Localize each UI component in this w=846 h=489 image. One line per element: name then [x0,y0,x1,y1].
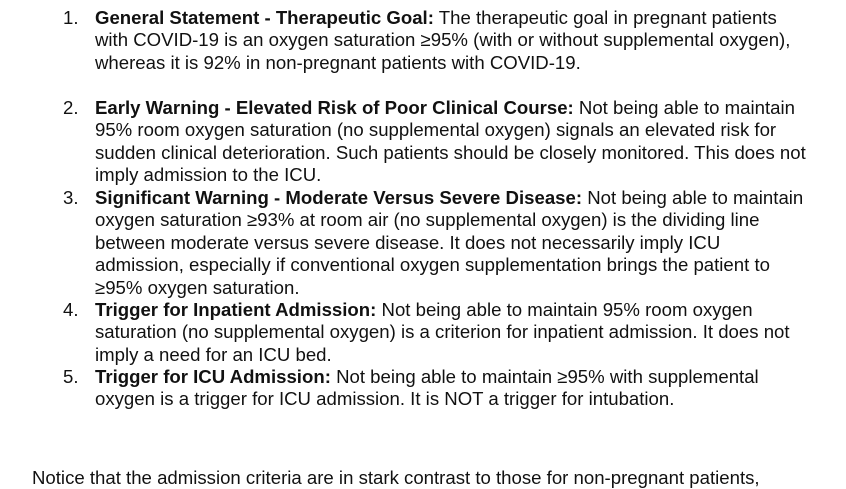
item-number: 2. [63,97,79,118]
item-heading: Trigger for ICU Admission: [95,366,331,387]
item-text: Not being able to maintain oxygen saturation ≥93% at room air (no supplemental oxygen) is the dividing line between moderate versus severe disease. It does not necessarily imply ICU admission, especially if conventional oxygen supplementation brings the patient to ≥95% oxygen saturation. [95,187,804,298]
item-text: Not being able to maintain 95% room oxygen saturation (no supplemental oxygen) is a criterion for inpatient admission. It does not imply a need for an ICU bed. [95,299,790,365]
item-heading: Significant Warning - Moderate Versus Severe Disease: [95,187,583,208]
item-number: 4. [63,299,79,320]
item-text: Not being able to maintain 95% room oxygen saturation (no supplemental oxygen) signals an elevated risk for sudden clinical deterioration. Such patients should be closely monitored. This does not imply admission to the ICU. [95,97,806,186]
item-heading: General Statement - Therapeutic Goal: [95,7,434,28]
item-text: Not being able to maintain ≥95% with supplemental oxygen is a trigger for ICU admission. It is NOT a trigger for intubation. [95,366,759,410]
closing-note: Notice that the admission criteria are in stark contrast to those for non-pregnant patients, [32,466,760,488]
item-number: 3. [63,187,79,208]
list-item [0,187,808,299]
list-item [0,7,808,97]
item-number: 5. [63,366,79,387]
item-heading: Trigger for Inpatient Admission: [95,299,377,320]
item-number: 1. [63,7,79,28]
item-heading: Early Warning - Elevated Risk of Poor Clinical Course: [95,97,574,118]
list-item [0,299,808,366]
list-item [0,366,808,411]
list-item [0,97,808,187]
oxygen-criteria-list [0,7,846,411]
item-text: The therapeutic goal in pregnant patients with COVID-19 is an oxygen saturation ≥95% (with or without supplemental oxygen), whereas it is 92% in non-pregnant patients with COVID-19. [95,7,791,73]
